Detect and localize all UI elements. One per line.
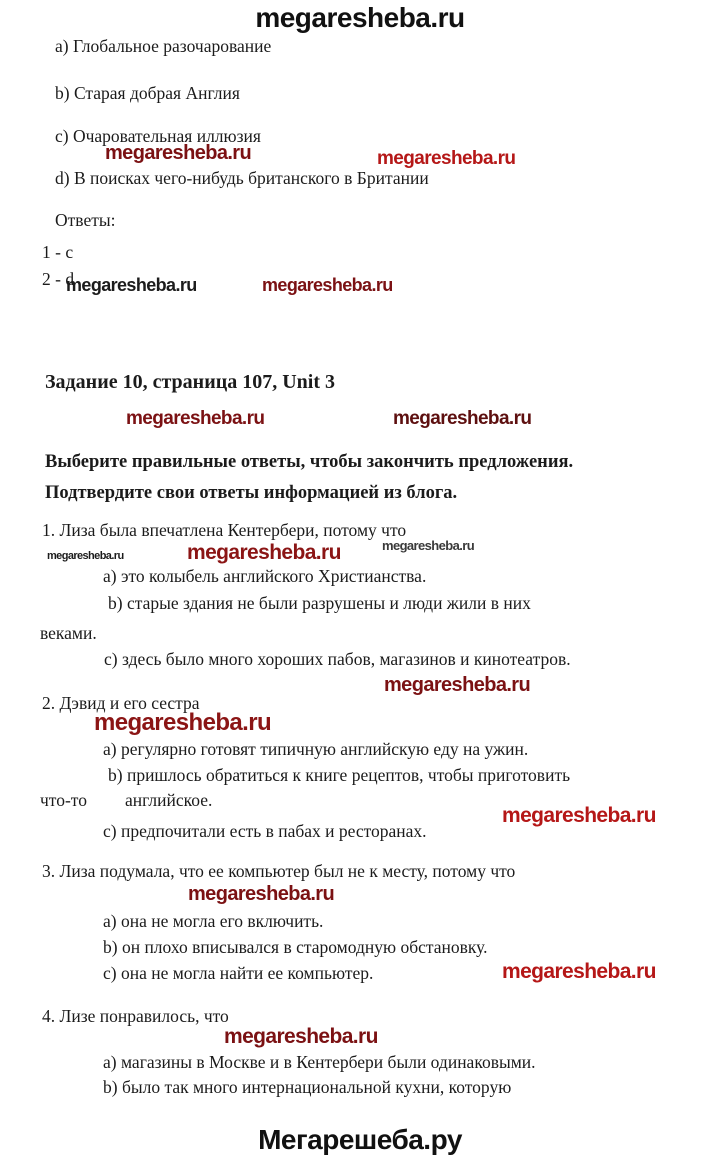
q2-option-c: c) предпочитали есть в пабах и ресторанах. [103, 821, 427, 841]
q2-option-b-line1: b) пришлось обратиться к книге рецептов, чтобы приготовить [108, 765, 571, 785]
q2-option-b-line2 [40, 791, 212, 810]
q3-option-b: b) он плохо вписывался в старомодную обстановку. [103, 937, 488, 957]
answer-2: 2 - d [42, 269, 75, 289]
prev-option-a: a) Глобальное разочарование [55, 36, 272, 56]
site-footer-title: Мегарешеба.ру [258, 1124, 462, 1155]
watermark: megaresheba.ru [377, 148, 516, 169]
q2-option-b-line2-word1: что-то [40, 790, 87, 810]
watermark: megaresheba.ru [262, 275, 393, 295]
watermark: megaresheba.ru [382, 538, 475, 553]
q1-stem: 1. Лиза была впечатлена Кентербери, потому что [42, 520, 407, 540]
q1-option-b-line2: веками. [40, 623, 97, 643]
site-header-watermark: megaresheba.ru [255, 2, 465, 33]
prev-option-c: c) Очаровательная иллюзия [55, 126, 261, 146]
q2-option-a: a) регулярно готовят типичную английскую еду на ужин. [103, 739, 529, 759]
watermark: megaresheba.ru [105, 142, 252, 164]
watermark: megaresheba.ru [126, 408, 265, 429]
watermark: megaresheba.ru [94, 709, 272, 736]
watermark: megaresheba.ru [393, 408, 532, 429]
q4-option-a: a) магазины в Москве и в Кентербери были одинаковыми. [103, 1052, 536, 1072]
q2-option-b-line2-word2: английское. [124, 790, 213, 810]
watermark: megaresheba.ru [502, 960, 656, 983]
prev-option-b: b) Старая добрая Англия [55, 83, 240, 103]
q3-option-a: a) она не могла его включить. [103, 911, 324, 931]
task-heading: Задание 10, страница 107, Unit 3 [45, 371, 336, 393]
q2-stem: 2. Дэвид и его сестра [42, 693, 200, 713]
watermark: megaresheba.ru [187, 541, 341, 564]
q3-option-c: c) она не могла найти ее компьютер. [103, 963, 374, 983]
q4-stem: 4. Лизе понравилось, что [42, 1006, 229, 1026]
watermark: megaresheba.ru [502, 804, 656, 827]
watermark: megaresheba.ru [66, 275, 197, 295]
q4-option-b: b) было так много интернациональной кухни, которую [103, 1077, 512, 1097]
prev-option-d: d) В поисках чего-нибудь британского в Британии [55, 168, 429, 188]
watermark: megaresheba.ru [47, 550, 124, 562]
answer-1: 1 - c [42, 242, 74, 262]
answers-label: Ответы: [55, 210, 116, 230]
q1-option-a: a) это колыбель английского Христианства. [103, 566, 427, 586]
task-instruction-line-2: Подтвердите свои ответы информацией из блога. [45, 483, 458, 503]
q1-option-c: c) здесь было много хороших пабов, магазинов и кинотеатров. [104, 649, 571, 669]
task-instruction-line-1: Выберите правильные ответы, чтобы закончить предложения. [45, 452, 574, 472]
watermark: megaresheba.ru [224, 1025, 378, 1048]
watermark: megaresheba.ru [384, 674, 531, 696]
q3-stem: 3. Лиза подумала, что ее компьютер был не к месту, потому что [42, 861, 516, 881]
q1-option-b-line1: b) старые здания не были разрушены и люди жили в них [108, 593, 531, 613]
watermark: megaresheba.ru [188, 883, 335, 905]
